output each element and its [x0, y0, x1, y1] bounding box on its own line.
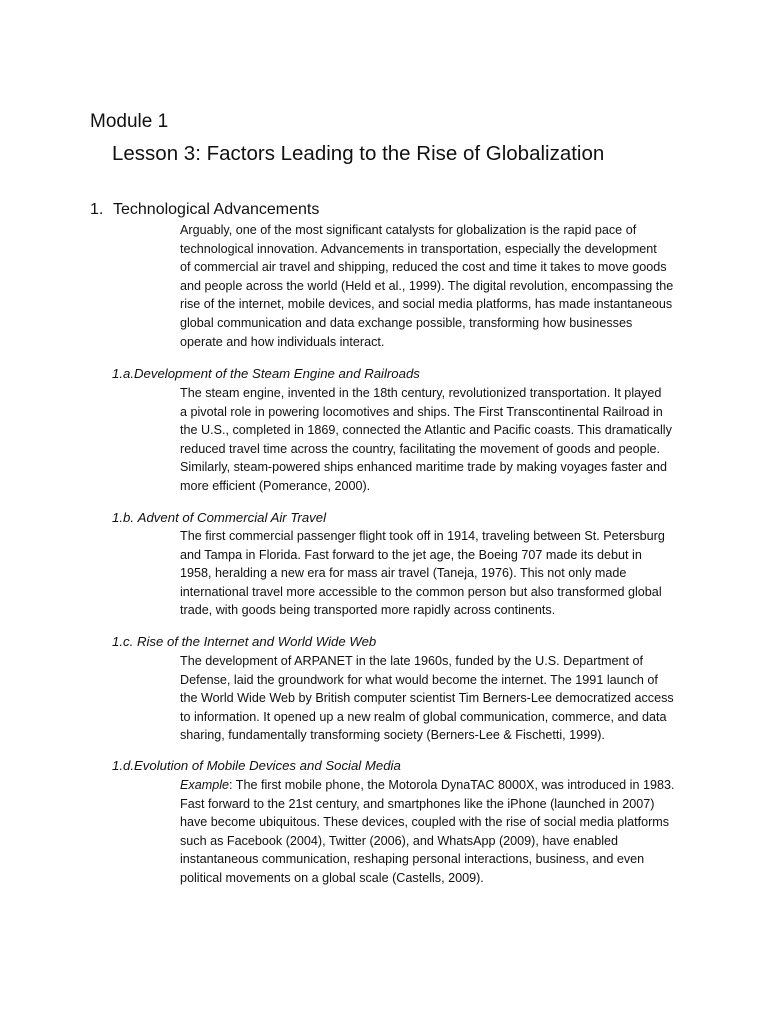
- paragraph-line: more efficient (Pomerance, 2000).: [180, 478, 371, 493]
- subsection-heading-1a: [112, 365, 420, 383]
- subsection-number: 1.a.: [112, 366, 134, 381]
- paragraph-line: 1958, heralding a new era for mass air travel (Taneja, 1976). This not only made: [180, 566, 627, 581]
- example-label: Example: [180, 778, 229, 792]
- section-intro-paragraph: [180, 221, 680, 351]
- paragraph-line: Fast forward to the 21st century, and smartphones like the iPhone (launched in 2007): [180, 796, 655, 811]
- subsection-title: Development of the Steam Engine and Railroads: [134, 366, 420, 381]
- paragraph-line: The first commercial passenger flight took off in 1914, traveling between St. Petersburg: [180, 529, 665, 543]
- subsection-number: 1.c.: [112, 634, 134, 649]
- section-title: Technological Advancements: [113, 201, 320, 218]
- paragraph-line: political movements on a global scale (Castells, 2009).: [180, 870, 484, 885]
- subsection-heading-1b: [112, 509, 326, 527]
- subsection-paragraph-1b: [180, 527, 680, 620]
- subsection-number: 1.d.: [112, 758, 134, 773]
- section-heading: [90, 199, 319, 221]
- subsection-paragraph-1c: [180, 652, 680, 745]
- paragraph-line: reduced travel time across the country, facilitating the movement of goods and people.: [180, 441, 660, 456]
- paragraph-line: the World Wide Web by British computer scientist Tim Berners-Lee democratized access: [180, 691, 674, 706]
- paragraph-line: international travel more accessible to the common person but also transformed global: [180, 584, 662, 599]
- paragraph-line: a pivotal role in powering locomotives and ships. The First Transcontinental Railroad in: [180, 404, 663, 419]
- paragraph-line: Similarly, steam-powered ships enhanced maritime trade by making voyages faster and: [180, 460, 667, 475]
- paragraph-line: The development of ARPANET in the late 1960s, funded by the U.S. Department of: [180, 654, 643, 668]
- paragraph-line: to information. It opened up a new realm of global communication, commerce, and data: [180, 709, 667, 724]
- subsection-title: Evolution of Mobile Devices and Social Media: [134, 758, 401, 773]
- paragraph-line: The steam engine, invented in the 18th century, revolutionized transportation. It played: [180, 386, 662, 400]
- paragraph-line: Arguably, one of the most significant catalysts for globalization is the rapid pace of: [180, 223, 637, 237]
- module-title: Module 1: [90, 111, 169, 132]
- subsection-number: 1.b.: [112, 510, 134, 525]
- subsection-title: Rise of the Internet and World Wide Web: [136, 634, 377, 649]
- lesson-title: Lesson 3: Factors Leading to the Rise of Globalization: [112, 142, 605, 165]
- paragraph-line: [180, 776, 680, 795]
- subsection-paragraph-1d: [180, 776, 680, 888]
- subsection-heading-1c: [112, 633, 376, 651]
- subsection-heading-1d: [112, 757, 401, 775]
- paragraph-line: such as Facebook (2004), Twitter (2006), and WhatsApp (2009), have enabled: [180, 833, 619, 848]
- paragraph-line: rise of the internet, mobile devices, and social media platforms, has made instantaneous: [180, 297, 673, 312]
- paragraph-line: the U.S., completed in 1869, connected the Atlantic and Pacific coasts. This dramatically: [180, 423, 672, 438]
- paragraph-line: technological innovation. Advancements in transportation, especially the development: [180, 241, 657, 256]
- paragraph-line: have become ubiquitous. These devices, coupled with the rise of social media platforms: [180, 815, 670, 830]
- example-first-line: : The first mobile phone, the Motorola DynaTAC 8000X, was introduced in 1983.: [229, 778, 675, 792]
- paragraph-line: global communication and data exchange possible, transforming how businesses: [180, 315, 633, 330]
- paragraph-line: and Tampa in Florida. Fast forward to the jet age, the Boeing 707 made its debut in: [180, 547, 642, 562]
- paragraph-line: sharing, fundamentally transforming society (Berners-Lee & Fischetti, 1999).: [180, 728, 605, 743]
- section-number: 1.: [90, 201, 104, 218]
- subsection-paragraph-1a: [180, 384, 680, 496]
- paragraph-line: of commercial air travel and shipping, reduced the cost and time it takes to move goods: [180, 260, 667, 275]
- paragraph-line: trade, with goods being transported more rapidly across continents.: [180, 603, 556, 618]
- paragraph-line: Defense, laid the groundwork for what would become the internet. The 1991 launch of: [180, 672, 658, 687]
- paragraph-line: instantaneous communication, reshaping personal interactions, business, and even: [180, 852, 645, 867]
- paragraph-line: and people across the world (Held et al., 1999). The digital revolution, encompassing the: [180, 278, 674, 293]
- subsection-title: Advent of Commercial Air Travel: [137, 510, 327, 525]
- paragraph-line: operate and how individuals interact.: [180, 334, 385, 349]
